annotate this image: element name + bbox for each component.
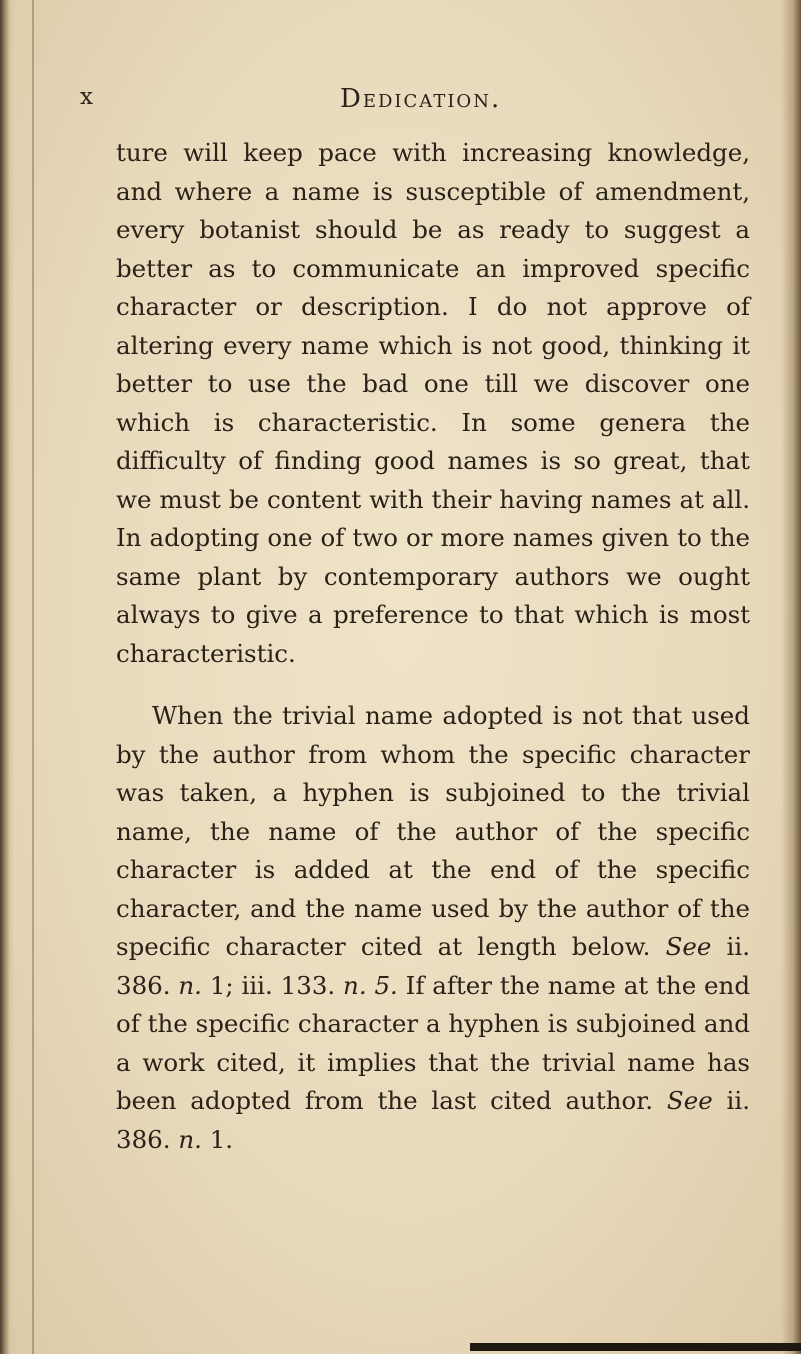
paragraph-2	[116, 697, 750, 1159]
body-text	[116, 134, 750, 1159]
page-header	[80, 84, 760, 124]
paragraph-2-text-a: When the trivial name adopted is not that used by the author from whom the specific character was taken, a hyphen is subjoined to the trivial name, the name of the author of the specific character is added at the end of the specific character, and the name used by the author of the specific character cited at length below.	[116, 701, 750, 961]
paragraph-1: ture will keep pace with increasing knowledge, and where a name is susceptible of amendment, every botanist should be as ready to suggest a better as to communicate an improved specific character or description. I do not approve of altering every name which is not good, thinking it better to use the bad one till we discover one which is characteristic. In some genera the difficulty of finding good names is so great, that we must be content with their having names at all. In adopting one of two or more names given to the same plant by contemporary authors we ought always to give a preference to that which is most characteristic.	[116, 138, 750, 668]
see-reference-1: See	[665, 932, 712, 961]
see-reference-2: See	[666, 1086, 713, 1115]
note-marker-1: n.	[178, 970, 202, 1000]
reference-2b: 1.	[201, 1124, 234, 1154]
page-edge-right	[781, 0, 801, 1354]
note-marker-3: n.	[178, 1124, 202, 1154]
running-head: Dedication.	[340, 84, 502, 114]
paragraph-2-text-b: If after the name at the end of the specific character a hyphen is subjoined and a work cited, it implies that the trivial name has been adopted from the last cited author.	[116, 970, 750, 1115]
note-marker-2: n. 5.	[343, 970, 398, 1000]
bottom-edge-shadow	[470, 1343, 801, 1351]
reference-1a: ii. 386.	[116, 932, 751, 1000]
binding-gutter	[0, 0, 14, 1354]
page-number: x	[80, 84, 94, 110]
reference-2a: ii. 386.	[116, 1086, 750, 1154]
reference-1b: 1; iii. 133.	[201, 970, 344, 1000]
gutter-shadow-line	[32, 0, 34, 1354]
